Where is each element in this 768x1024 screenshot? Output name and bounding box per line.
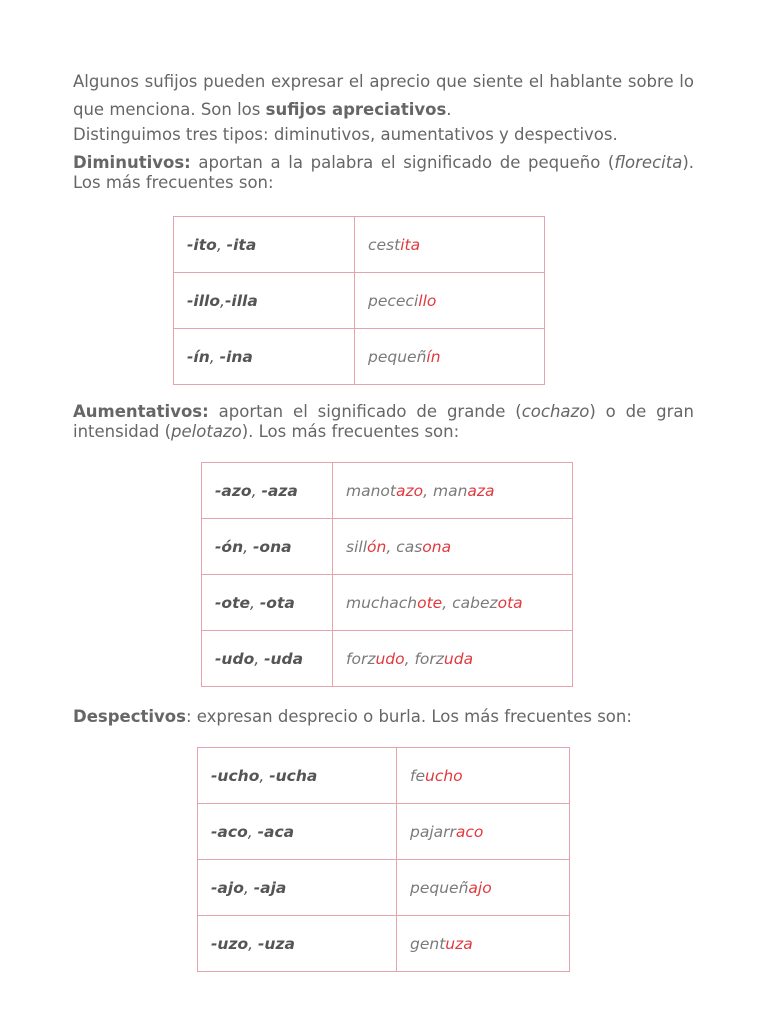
suffix-cell <box>174 329 355 385</box>
table-row <box>202 463 573 519</box>
suffix-feminine: -uza <box>258 934 295 953</box>
suffix-masculine: -udo <box>215 649 255 668</box>
example-suffix: ón <box>367 537 387 556</box>
example-suffix: ona <box>422 537 452 556</box>
suffix-masculine: -ucho <box>211 766 260 785</box>
despectivos-text: : expresan desprecio o burla. Los más frecuentes son: <box>185 707 632 726</box>
suffix-separator: , <box>243 537 253 556</box>
diminutivos-heading: Diminutivos: <box>73 153 191 172</box>
example-cell <box>397 916 570 972</box>
example-stem: cest <box>368 235 401 254</box>
example-cell <box>397 804 570 860</box>
example-suffix: ín <box>426 347 441 366</box>
suffix-masculine: -ín <box>187 347 210 366</box>
suffix-feminine: -aza <box>261 481 298 500</box>
suffix-feminine: -ona <box>252 537 292 556</box>
example-suffix: ote <box>417 593 443 612</box>
suffix-masculine: -azo <box>215 481 252 500</box>
suffix-cell <box>202 631 333 687</box>
example-stem: pajarr <box>410 822 456 841</box>
diminutivos-paragraph <box>73 153 694 192</box>
suffix-cell <box>174 273 355 329</box>
aumentativos-example-1: cochazo <box>521 402 590 421</box>
suffix-feminine: -ucha <box>269 766 318 785</box>
example-stem: pececi <box>368 291 419 310</box>
example-suffix: aza <box>467 481 495 500</box>
suffix-separator: , <box>250 593 260 612</box>
intro-bold-term: sufijos apreciativos <box>265 100 447 119</box>
suffix-feminine: -aca <box>257 822 295 841</box>
suffix-separator: , <box>251 481 262 500</box>
suffix-masculine: -illo <box>187 291 221 310</box>
example-stem: man <box>432 481 468 500</box>
example-suffix: ucho <box>425 766 463 785</box>
intro-period: . <box>446 100 452 119</box>
example-stem: forz <box>346 649 376 668</box>
suffix-masculine: -uzo <box>211 934 249 953</box>
suffix-feminine: -illa <box>224 291 258 310</box>
table-row <box>198 804 570 860</box>
suffix-separator: , <box>259 766 270 785</box>
diminutivos-table <box>173 216 545 385</box>
example-cell <box>397 748 570 804</box>
example-separator: , <box>386 537 397 556</box>
suffix-feminine: -uda <box>264 649 304 668</box>
example-stem: forz <box>414 649 444 668</box>
despectivos-heading: Despectivos <box>73 707 186 726</box>
example-cell <box>355 329 545 385</box>
table-row <box>174 329 545 385</box>
suffix-masculine: -aco <box>211 822 248 841</box>
aumentativos-table <box>201 462 573 687</box>
suffix-feminine: -ota <box>259 593 295 612</box>
diminutivos-text-end: ). Los más frecuentes son: <box>73 153 694 192</box>
suffix-cell <box>202 519 333 575</box>
suffix-separator: , <box>248 934 258 953</box>
example-suffix: aco <box>455 822 484 841</box>
table-row <box>174 273 545 329</box>
aumentativos-text-mid: ) o de gran intensidad ( <box>73 402 694 441</box>
example-stem: cas <box>396 537 423 556</box>
example-stem: pequeñ <box>368 347 427 366</box>
example-stem: pequeñ <box>410 878 469 897</box>
example-cell <box>333 575 573 631</box>
suffix-masculine: -ote <box>215 593 251 612</box>
suffix-separator: , <box>220 291 225 310</box>
example-suffix: ajo <box>468 878 492 897</box>
example-separator: , <box>442 593 453 612</box>
table-row <box>198 916 570 972</box>
aumentativos-paragraph <box>73 402 694 441</box>
suffix-separator: , <box>216 235 227 254</box>
suffix-cell <box>198 748 397 804</box>
example-suffix: uza <box>445 934 473 953</box>
suffix-cell <box>198 860 397 916</box>
suffix-cell <box>174 217 355 273</box>
suffix-separator: , <box>209 347 220 366</box>
suffix-masculine: -ito <box>187 235 217 254</box>
example-stem: muchach <box>346 593 418 612</box>
example-cell <box>355 217 545 273</box>
aumentativos-text-end: ). Los más frecuentes son: <box>241 421 460 441</box>
example-stem: gent <box>410 934 446 953</box>
example-stem: fe <box>410 766 425 785</box>
example-suffix: udo <box>375 649 405 668</box>
table-row <box>202 631 573 687</box>
suffix-cell <box>202 575 333 631</box>
despectivos-paragraph <box>73 707 694 727</box>
example-suffix: llo <box>418 291 437 310</box>
example-suffix: ita <box>400 235 421 254</box>
table-row <box>202 575 573 631</box>
example-stem: manot <box>346 481 396 500</box>
example-stem: sill <box>346 537 367 556</box>
suffix-masculine: -ajo <box>211 878 244 897</box>
suffix-cell <box>198 916 397 972</box>
aumentativos-example-2: pelotazo <box>171 421 242 441</box>
table-row <box>198 748 570 804</box>
suffix-feminine: -ita <box>226 235 257 254</box>
suffix-cell <box>198 804 397 860</box>
example-suffix: ota <box>497 593 523 612</box>
suffix-separator: , <box>254 649 265 668</box>
suffix-masculine: -ón <box>215 537 244 556</box>
example-suffix: azo <box>395 481 424 500</box>
example-cell <box>397 860 570 916</box>
example-cell <box>333 519 573 575</box>
intro-paragraph <box>73 68 694 124</box>
diminutivos-text: aportan a la palabra el significado de pequeño ( <box>190 153 615 172</box>
intro-text: Algunos sufijos pueden expresar el aprecio que siente el hablante sobre lo que menciona. Son los <box>73 72 694 119</box>
suffix-feminine: -aja <box>253 878 287 897</box>
despectivos-table <box>197 747 570 972</box>
suffix-separator: , <box>243 878 254 897</box>
example-separator: , <box>423 481 433 500</box>
example-cell <box>333 631 573 687</box>
example-suffix: uda <box>443 649 474 668</box>
table-row <box>198 860 570 916</box>
aumentativos-heading: Aumentativos: <box>73 402 209 421</box>
suffix-feminine: -ina <box>219 347 253 366</box>
example-cell <box>333 463 573 519</box>
example-cell <box>355 273 545 329</box>
example-stem: cabez <box>452 593 498 612</box>
suffix-separator: , <box>247 822 258 841</box>
diminutivos-example: florecita <box>614 153 683 172</box>
suffix-cell <box>202 463 333 519</box>
example-separator: , <box>404 649 415 668</box>
table-row <box>202 519 573 575</box>
table-row <box>174 217 545 273</box>
types-paragraph: Distinguimos tres tipos: diminutivos, aumentativos y despectivos. <box>73 125 618 144</box>
aumentativos-text: aportan el significado de grande ( <box>208 402 522 421</box>
